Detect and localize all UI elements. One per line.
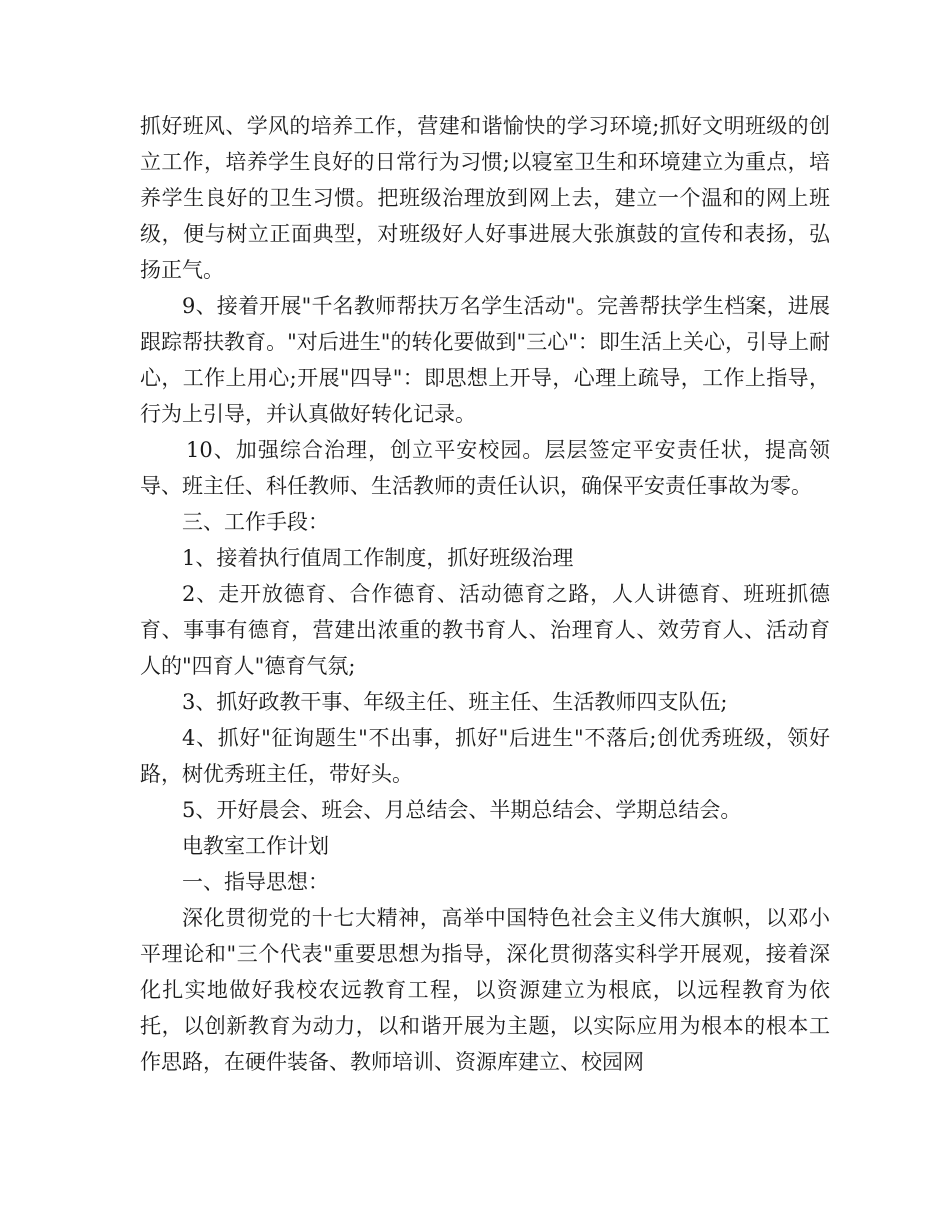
paragraph-item-9: 9、接着开展"千名教师帮扶万名学生活动"。完善帮扶学生档案，进展跟踪帮扶教育。"对后进生"的转化要做到"三心"：即生活上关心，引导上耐心，工作上用心;开展"四导"：即思想上开导，心理上疏导，工作上指导，行为上引导，并认真做好转化记录。 [140, 294, 830, 426]
paragraph-class-culture: 抓好班风、学风的培养工作，营建和谐愉快的学习环境;抓好文明班级的创立工作，培养学生良好的日常行为习惯;以寝室卫生和环境建立为重点，培养学生良好的卫生习惯。把班级治理放到网上去，建立一个温和的网上班级，便与树立正面典型，对班级好人好事进展大张旗鼓的宣传和表扬，弘扬正气。 [140, 114, 830, 282]
paragraph-method-3: 3、抓好政教干事、年级主任、班主任、生活教师四支队伍; [182, 690, 728, 714]
paragraph-item-10: 10、加强综合治理，创立平安校园。层层签定平安责任状，提高领导、班主任、科任教师、生活教师的责任认识，确保平安责任事故为零。 [140, 438, 830, 498]
document-body [140, 108, 830, 1080]
paragraph-method-4: 4、抓好"征询题生"不出事，抓好"后进生"不落后;创优秀班级，领好路，树优秀班主任，带好头。 [140, 726, 830, 786]
paragraph-method-1: 1、接着执行值周工作制度，抓好班级治理 [182, 546, 574, 570]
section-heading-methods: 三、工作手段： [182, 510, 329, 534]
paragraph-method-5: 5、开好晨会、班会、月总结会、半期总结会、学期总结会。 [182, 798, 742, 822]
paragraph-guiding-thought: 深化贯彻党的十七大精神，高举中国特色社会主义伟大旗帜，以邓小平理论和"三个代表"重要思想为指导，深化贯彻落实科学开展观，接着深化扎实地做好我校农远教育工程，以资源建立为根底，以远程教育为依托，以创新教育为动力，以和谐开展为主题，以实际应用为根本的根本工作思路，在硬件装备、教师培训、资源库建立、校园网 [140, 906, 830, 1074]
section-heading-guiding-thought: 一、指导思想： [182, 870, 329, 894]
paragraph-method-2: 2、走开放德育、合作德育、活动德育之路，人人讲德育、班班抓德育、事事有德育，营建出浓重的教书育人、治理育人、效劳育人、活动育人的"四育人"德育气氛; [140, 582, 830, 678]
document-title-av-room-plan: 电教室工作计划 [182, 834, 329, 858]
